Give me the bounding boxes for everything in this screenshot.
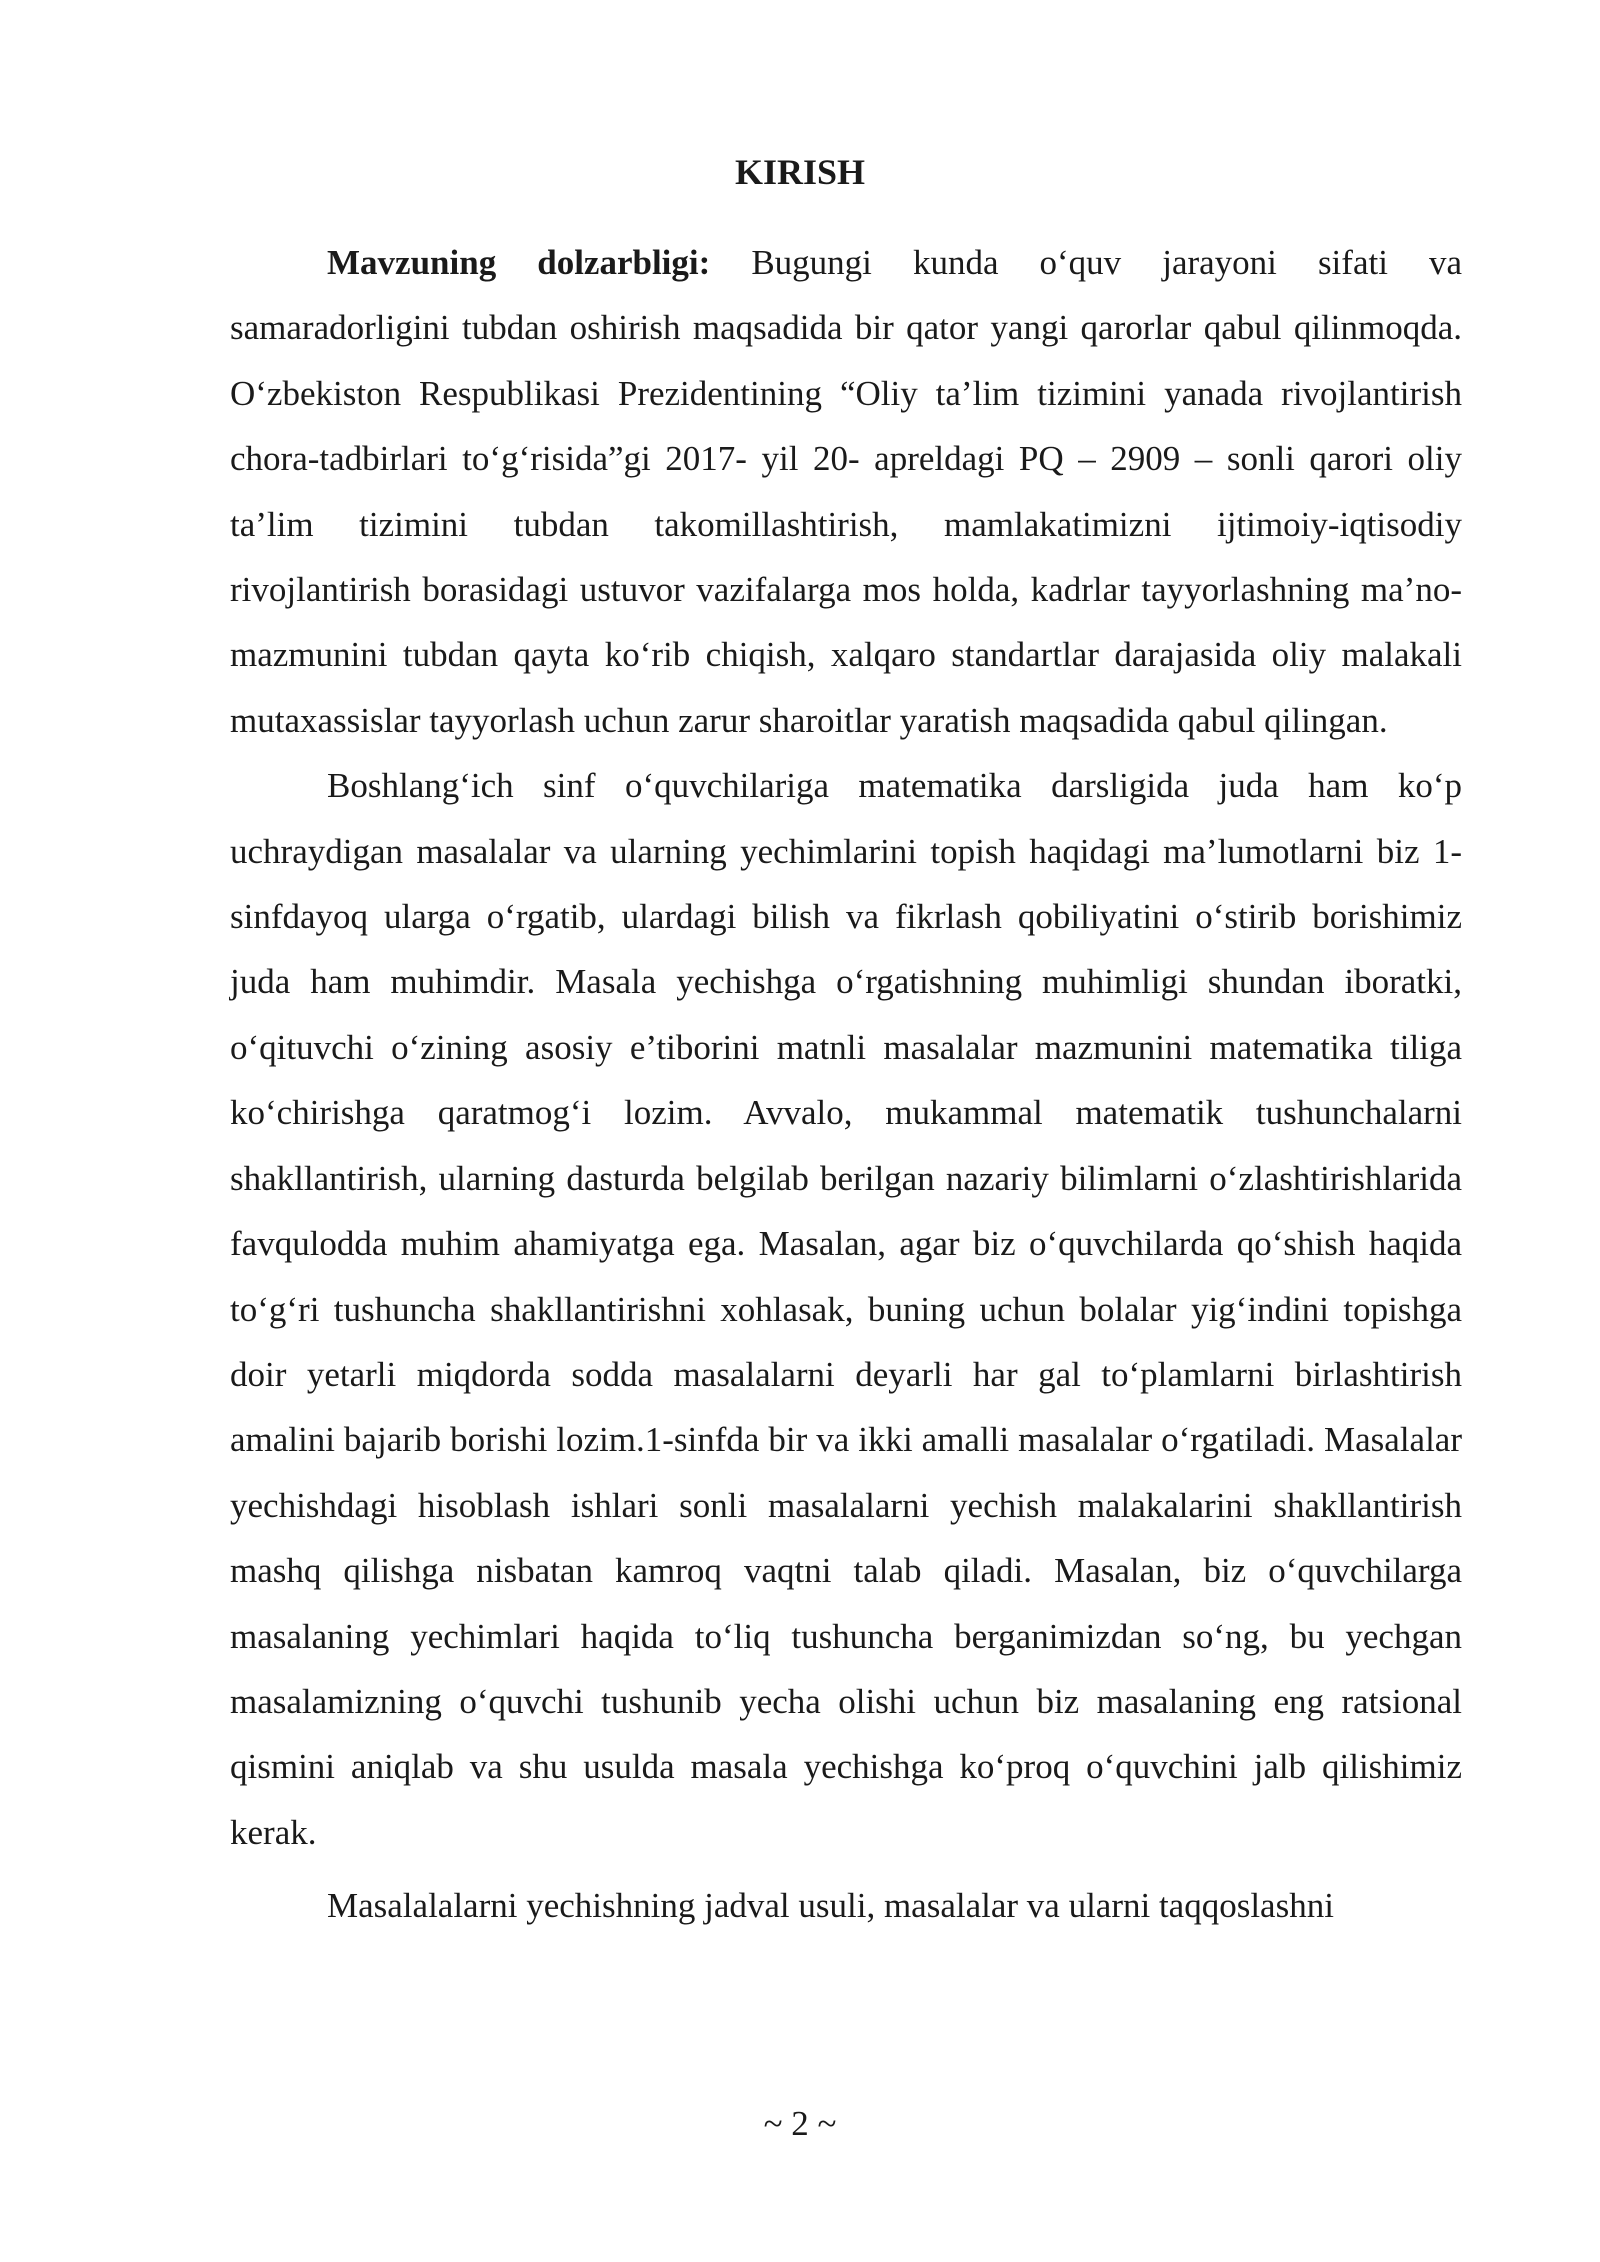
page-number: ~ 2 ~: [763, 2104, 837, 2143]
paragraph-relevance: [230, 230, 1462, 753]
paragraph-methods: Masalalalarni yechishning jadval usuli, masalalar va ularni taqqoslashni: [327, 1886, 1334, 1926]
page-title: KIRISH: [734, 152, 866, 192]
paragraph-teaching: Boshlang‘ich sinf o‘quvchilariga matematika darsligida juda ham ko‘p uchraydigan masalalar va ularning yechimlarini topish haqidagi ma’lumotlarni biz 1-sinfdayoq ularga o‘rgatib, ulardagi bilish va fikrlash qobiliyatini o‘stirib borishimiz juda ham muhimdir. Masala yechishga o‘rgatishning muhimligi shundan iboratki, o‘qituvchi o‘zining asosiy e’tiborini matnli masalalar mazmunini matematika tiliga ko‘chirishga qaratmog‘i lozim. Avvalo, mukammal matematik tushunchalarni shakllantirish, ularning dasturda belgilab berilgan nazariy bilimlarni o‘zlashtirishlarida favqulodda muhim ahamiyatga ega. Masalan, agar biz o‘quvchilarda qo‘shish haqida to‘g‘ri tushuncha shakllantirishni xohlasak, buning uchun bolalar yig‘indini topishga doir yetarli miqdorda sodda masalalarni deyarli har gal to‘plamlarni birlashtirish amalini bajarib borishi lozim.1-sinfda bir va ikki amalli masalalar o‘rgatiladi. Masalalar yechishdagi hisoblash ishlari sonli masalalarni yechish malakalarini shakllantirish mashq qilishga nisbatan kamroq vaqtni talab qiladi. Masalan, biz o‘quvchilarga masalaning yechimlari haqida to‘liq tushuncha berganimizdan so‘ng, bu yechgan masalamizning o‘quvchi tushunib yecha olishi uchun biz masalaning eng ratsional qismini aniqlab va shu usulda masala yechishga ko‘proq o‘quvchini jalb qilishimiz kerak.: [230, 766, 1462, 1852]
paragraph-lead: Mavzuning dolzarbligi:: [327, 243, 711, 282]
document-body: [230, 230, 1462, 1939]
paragraph-text: Bugungi kunda o‘quv jarayoni sifati va samaradorligini tubdan oshirish maqsadida bir qator yangi qarorlar qabul qilinmoqda. O‘zbekiston Respublikasi Prezidentining “Oliy ta’lim tizimini yanada rivojlantirish chora-tadbirlari to‘g‘risida”gi 2017- yil 20- apreldagi PQ – 2909 – sonli qarori oliy ta’lim tizimini tubdan takomillashtirish, mamlakatimizni ijtimoiy-iqtisodiy rivojlantirish borasidagi ustuvor vazifalarga mos holda, kadrlar tayyorlashning ma’no- mazmunini tubdan qayta ko‘rib chiqish, xalqaro standartlar darajasida oliy malakali mutaxassislar tayyorlash uchun zarur sharoitlar yaratish maqsadida qabul qilingan.: [230, 243, 1463, 740]
